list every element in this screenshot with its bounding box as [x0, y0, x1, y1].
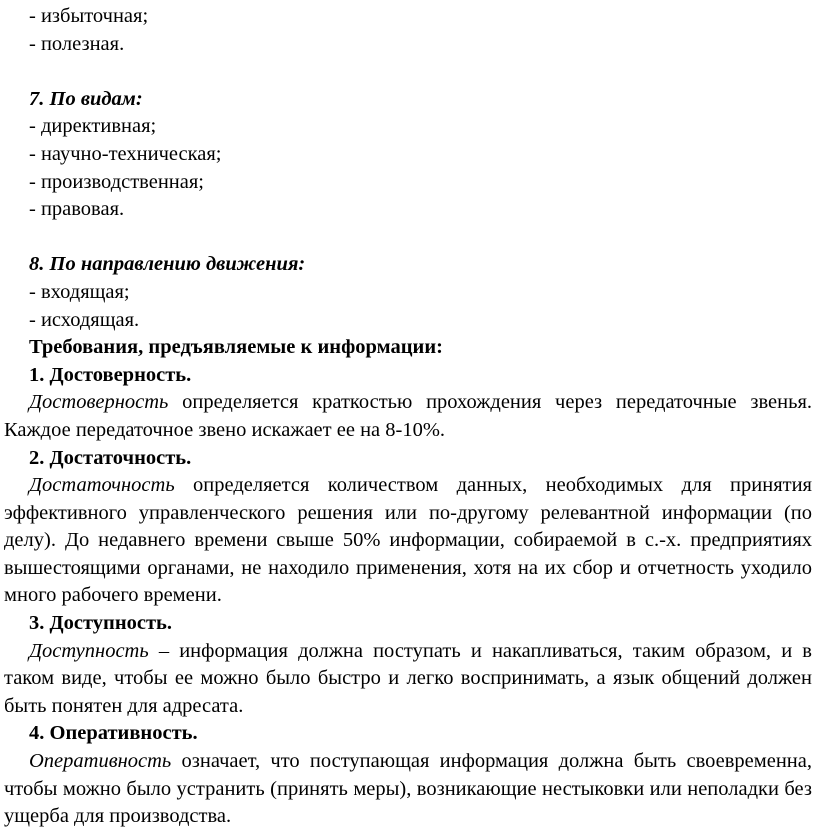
req1-heading: 1. Достоверность.: [29, 363, 192, 386]
list-item: - директивная;: [29, 115, 157, 138]
list-item: - производственная;: [29, 170, 205, 193]
req1-paragraph: [4, 389, 812, 444]
section-heading-direction: 8. По направлению движения:: [29, 253, 306, 276]
list-item: - избыточная;: [29, 5, 149, 27]
req3-paragraph: [4, 638, 812, 721]
req2-heading: 2. Достаточность.: [29, 446, 192, 469]
req1-text: определяется краткостью прохождения через передаточные звенья. Каждое передаточное звено искажает ее на 8-10%.: [4, 391, 812, 441]
list-item: - полезная.: [29, 32, 125, 55]
req4-heading: 4. Оперативность.: [29, 722, 198, 745]
req2-paragraph: [4, 472, 812, 610]
list-item: - входящая;: [29, 280, 130, 303]
req3-text: – информация должна поступать и накапливаться, таким образом, и в таком виде, чтобы ее можно было быстро и легко воспринимать, а язык общений должен быть понятен для адресата.: [4, 639, 812, 717]
req2-term: Достаточность: [29, 474, 175, 497]
section-heading-types: 7. По видам:: [29, 87, 143, 110]
list-item: - исходящая.: [29, 308, 140, 331]
req4-paragraph: [4, 748, 812, 831]
req2-text: определяется количеством данных, необходимых для принятия эффективного управленческого решения или по-другому релевантной информации (по делу). До недавнего времени свыше 50% информации, собираемой в с.-х. предприятиях вышестоящими органами, не находило применения, хотя на их сбор и отчетность уходило много рабочего времени.: [4, 474, 812, 607]
list-item: - научно-техническая;: [29, 142, 222, 165]
requirements-heading: Требования, предъявляемые к информации:: [29, 336, 443, 359]
req1-term: Достоверность: [29, 391, 169, 414]
req4-text: означает, что поступающая информация должна быть своевременна, чтобы можно было устранить (принять меры), возникающие нестыковки или неполадки без ущерба для производства.: [4, 750, 812, 828]
req3-heading: 3. Доступность.: [29, 612, 173, 635]
list-item: - правовая.: [29, 198, 125, 221]
spacer: [4, 224, 812, 252]
spacer: [4, 58, 812, 86]
req3-term: Доступность: [29, 639, 149, 662]
req4-term: Оперативность: [29, 750, 172, 773]
